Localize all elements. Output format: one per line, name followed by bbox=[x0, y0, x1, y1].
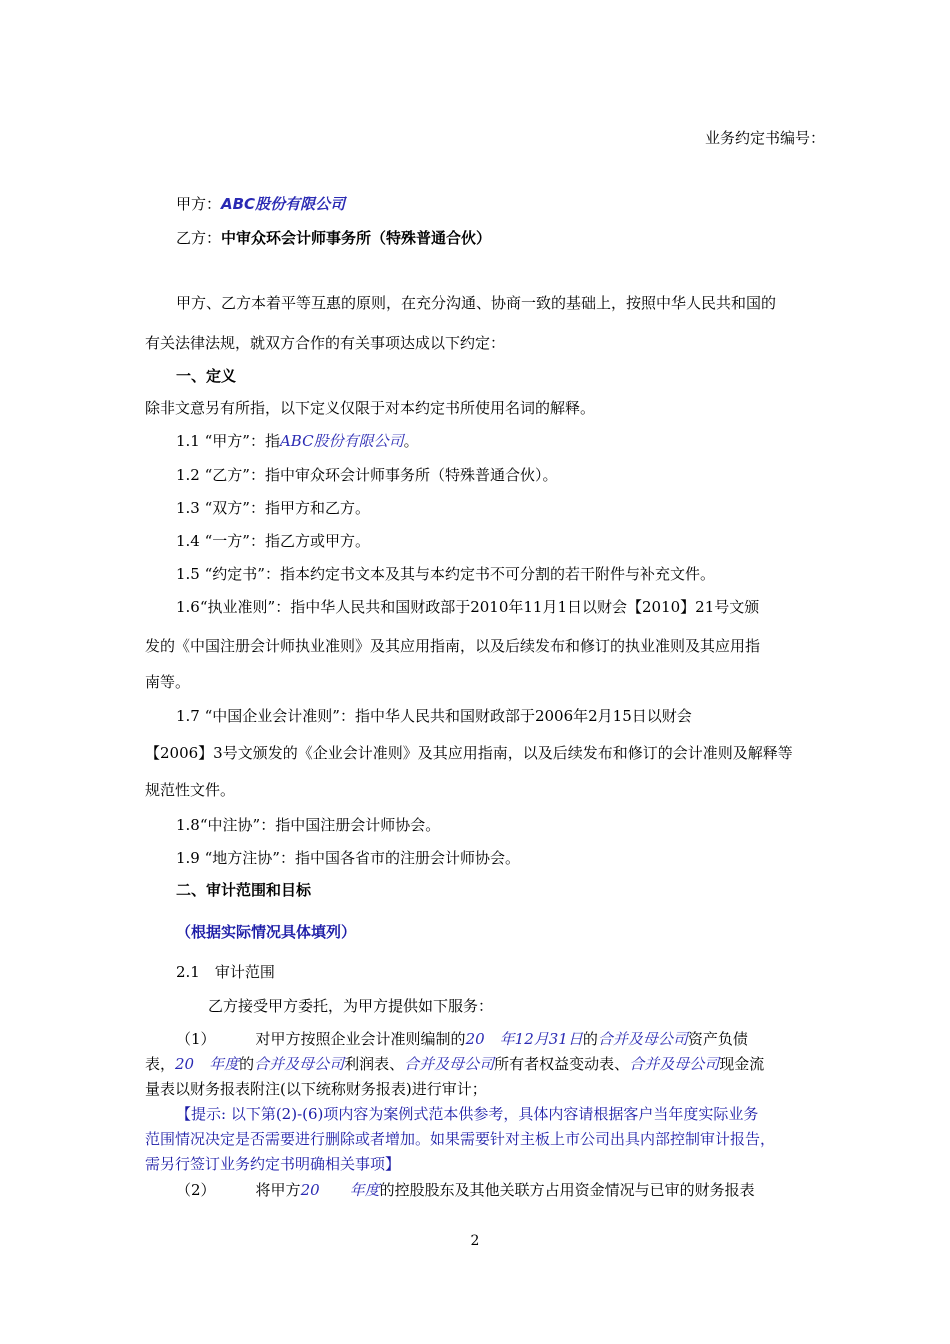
scope-item-1-date: 20 年12月31日 bbox=[465, 1030, 583, 1048]
definition-1-6-line-1: 1.6“执业准则”：指中华人民共和国财政部于2010年11月1日以财会【2010】21号文颁 bbox=[176, 598, 760, 616]
intro-line-2: 有关法律法规，就双方合作的有关事项达成以下约定： bbox=[145, 334, 506, 352]
definition-1-4: 1.4 “一方”：指乙方或甲方。 bbox=[176, 532, 370, 550]
definition-1-7-line-2: 【2006】3号文颁发的《企业会计准则》及其应用指南，以及后续发布和修订的会计准则及解释等 bbox=[145, 744, 793, 762]
hint-line-1: 【提示: 以下第(2)-(6)项内容为案例式范本供参考，具体内容请根据客户当年度实际业务 bbox=[176, 1105, 759, 1123]
hint-line-2: 范围情况决定是否需要进行删除或者增加。如果需要针对主板上市公司出具内部控制审计报告， bbox=[145, 1130, 776, 1148]
intro-line-1: 甲方、乙方本着平等互惠的原则，在充分沟通、协商一致的基础上，按照中华人民共和国的 bbox=[176, 294, 777, 312]
page-number: 2 bbox=[470, 1233, 480, 1249]
scope-item-2-line-1 bbox=[176, 1180, 755, 1200]
scope-item-2-year: 20 年度 bbox=[300, 1181, 380, 1199]
definition-1-1-name: ABC股份有限公司 bbox=[279, 432, 404, 450]
definition-1-1-prefix: 1.1 “甲方”：指 bbox=[176, 432, 280, 450]
scope-item-2-text-b: 的控股股东及其他关联方占用资金情况与已审的财务报表 bbox=[379, 1181, 755, 1199]
party-b-label: 乙方： bbox=[176, 229, 222, 247]
scope-title: 2.1 审计范围 bbox=[176, 963, 275, 981]
party-a-label: 甲方： bbox=[176, 195, 222, 213]
definition-1-6-line-3: 南等。 bbox=[145, 673, 191, 691]
definition-1-7-line-1: 1.7 “中国企业会计准则”：指中华人民共和国财政部于2006年2月15日以财会 bbox=[176, 707, 692, 725]
scope-lead: 乙方接受甲方委托，为甲方提供如下服务： bbox=[208, 997, 494, 1015]
scope-item-1-consolidated-4: 合并及母公司 bbox=[629, 1055, 720, 1073]
definitions-lead: 除非文意另有所指，以下定义仅限于对本约定书所使用名词的解释。 bbox=[145, 399, 596, 417]
party-b bbox=[176, 228, 491, 248]
fill-in-note: （根据实际情况具体填列） bbox=[176, 923, 357, 941]
party-a-name: ABC股份有限公司 bbox=[221, 195, 346, 213]
scope-item-2-number: （2） bbox=[176, 1181, 216, 1199]
contract-number-label: 业务约定书编号： bbox=[704, 129, 825, 147]
scope-item-1-consolidated-1: 合并及母公司 bbox=[597, 1030, 688, 1048]
definition-1-8: 1.8“中注协”：指中国注册会计师协会。 bbox=[176, 816, 441, 834]
party-b-name: 中审众环会计师事务所（特殊普通合伙） bbox=[221, 229, 492, 247]
scope-item-1-line-1 bbox=[176, 1029, 748, 1049]
scope-item-1-l2-b: 的 bbox=[239, 1055, 255, 1073]
scope-item-1-number: （1） bbox=[176, 1030, 216, 1048]
definition-1-5: 1.5 “约定书”：指本约定书文本及其与本约定书不可分割的若干附件与补充文件。 bbox=[176, 565, 715, 583]
scope-item-1-consolidated-2: 合并及母公司 bbox=[254, 1055, 345, 1073]
definition-1-9: 1.9 “地方注协”：指中国各省市的注册会计师协会。 bbox=[176, 849, 520, 867]
scope-item-2-text-a: 将甲方 bbox=[255, 1181, 301, 1199]
scope-item-1-l2-d: 所有者权益变动表、 bbox=[494, 1055, 630, 1073]
scope-item-1-l2-e: 现金流 bbox=[719, 1055, 765, 1073]
definition-1-1 bbox=[176, 431, 419, 451]
definition-1-1-suffix: 。 bbox=[403, 432, 419, 450]
definition-1-6-line-2: 发的《中国注册会计师执业准则》及其应用指南，以及后续发布和修订的执业准则及其应用指 bbox=[145, 637, 761, 655]
scope-item-1-consolidated-3: 合并及母公司 bbox=[404, 1055, 495, 1073]
definition-1-2: 1.2 “乙方”：指中审众环会计师事务所（特殊普通合伙）。 bbox=[176, 466, 558, 484]
party-a bbox=[176, 194, 345, 214]
scope-item-1-text-a: 对甲方按照企业会计准则编制的 bbox=[255, 1030, 466, 1048]
definition-1-3: 1.3 “双方”：指甲方和乙方。 bbox=[176, 499, 370, 517]
section-2-title: 二、审计范围和目标 bbox=[176, 881, 312, 899]
scope-item-1-l2-a: 表， bbox=[145, 1055, 176, 1073]
definition-1-7-line-3: 规范性文件。 bbox=[145, 781, 236, 799]
hint-line-3: 需另行签订业务约定书明确相关事项】 bbox=[145, 1155, 401, 1173]
scope-item-1-line-2 bbox=[145, 1054, 764, 1074]
section-1-title: 一、定义 bbox=[176, 367, 237, 385]
scope-item-1-year: 20 年度 bbox=[175, 1055, 240, 1073]
scope-item-1-text-d: 资产负债 bbox=[687, 1030, 748, 1048]
scope-item-1-l2-c: 利润表、 bbox=[344, 1055, 405, 1073]
scope-item-1-text-b: 的 bbox=[582, 1030, 598, 1048]
scope-item-1-line-3: 量表以财务报表附注(以下统称财务报表)进行审计； bbox=[145, 1080, 487, 1098]
